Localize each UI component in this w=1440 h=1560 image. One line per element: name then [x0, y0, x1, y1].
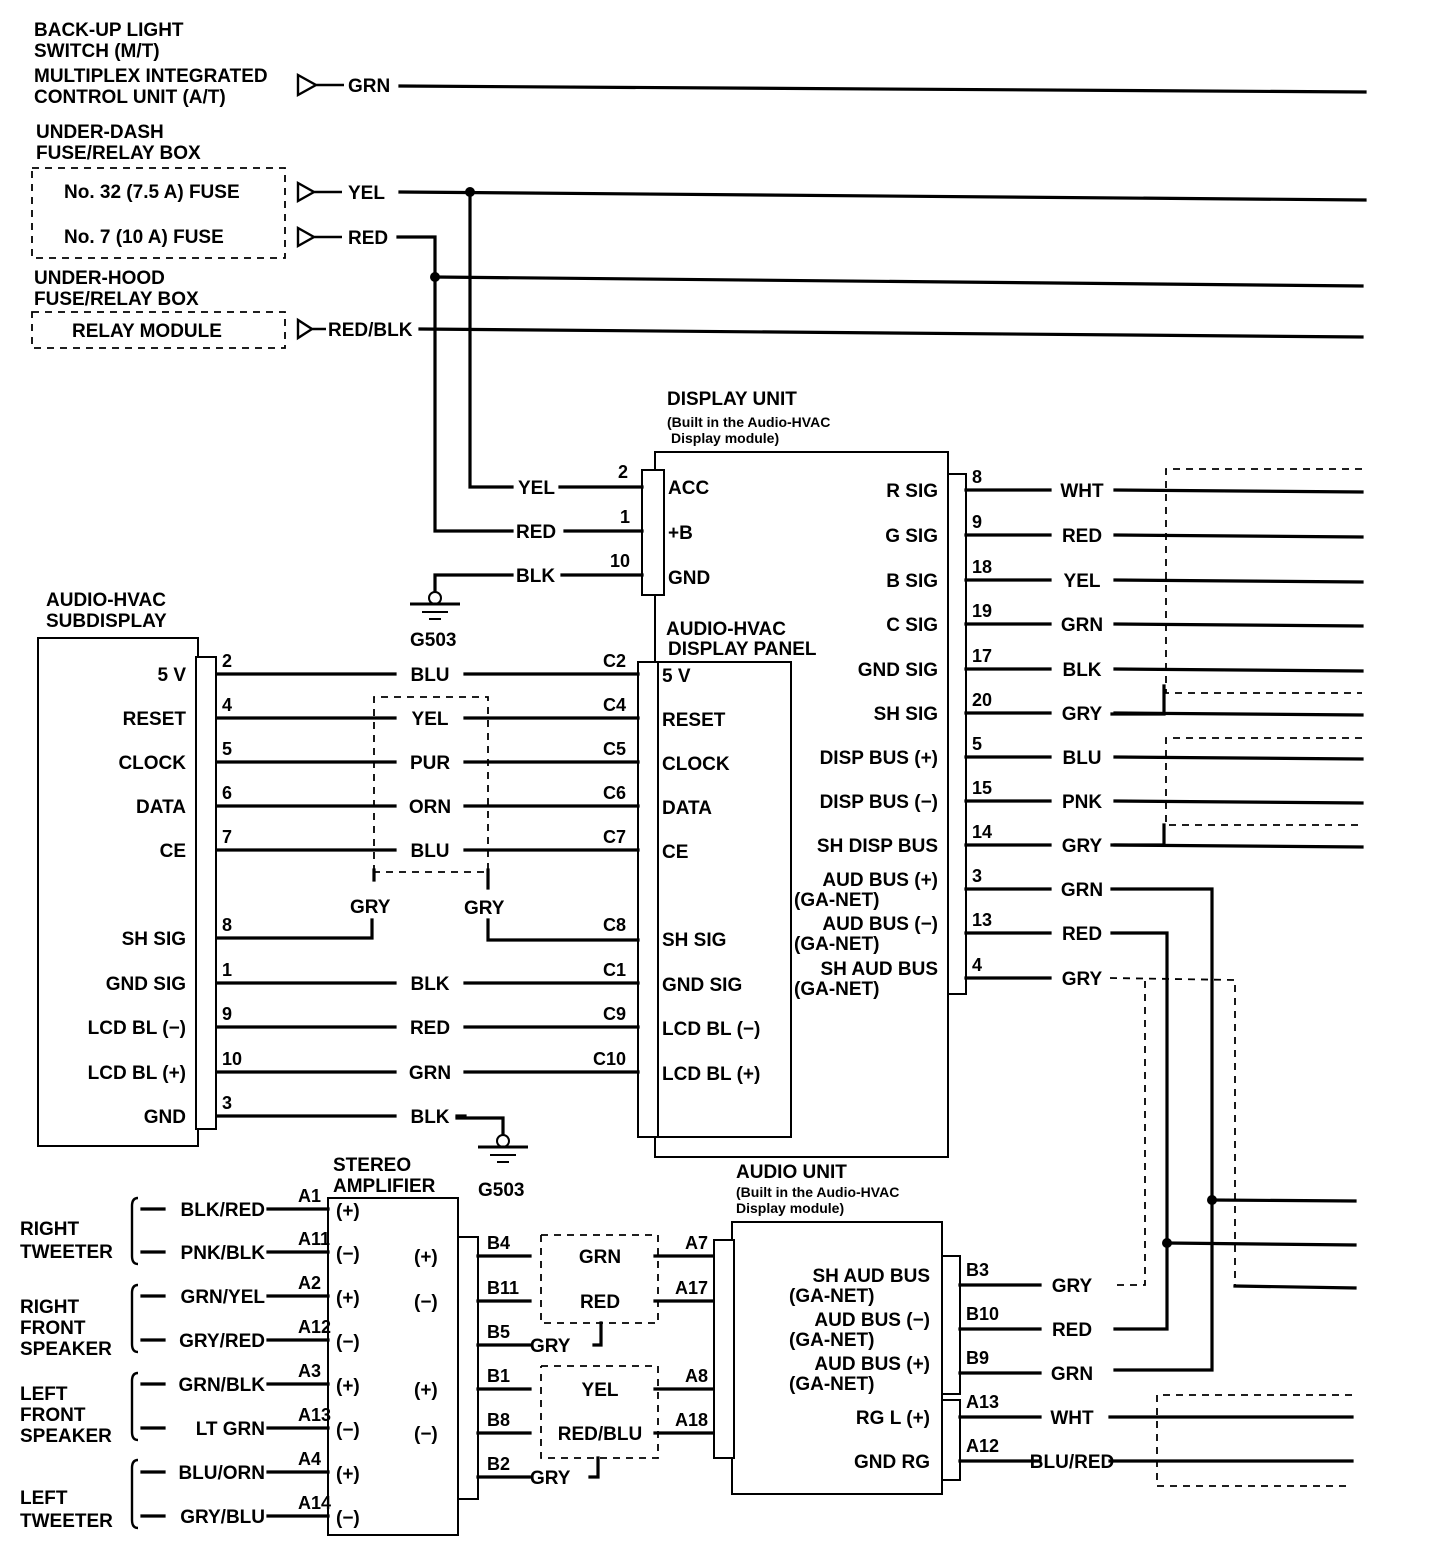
pin-label: DISP BUS (+) — [819, 748, 938, 769]
wire-label: BLU — [410, 841, 450, 862]
connector-arrow — [298, 320, 326, 338]
panel-pin-number: C4 — [602, 695, 626, 715]
pin-polarity: (−) — [336, 1332, 360, 1353]
pin-number: A2 — [298, 1273, 322, 1293]
fuse32-label: No. 32 (7.5 A) FUSE — [64, 182, 240, 203]
pin-polarity: (−) — [414, 1292, 438, 1313]
wire — [1115, 669, 1362, 671]
wire-label: RED — [1061, 924, 1103, 945]
wire-yel — [400, 192, 1365, 200]
speaker-group-label: FRONT — [20, 1318, 86, 1339]
wire — [1115, 757, 1362, 759]
bracket — [132, 1198, 138, 1264]
panel-pin-label: LCD BL (+) — [662, 1064, 761, 1085]
wire-label: BLK/RED — [180, 1200, 265, 1221]
speaker-groups — [20, 1198, 138, 1532]
ground-label: G503 — [478, 1180, 525, 1201]
pin-number: 10 — [610, 551, 631, 571]
pin-number: 5 — [222, 739, 233, 759]
pin-label-sub: (GA-NET) — [789, 1286, 875, 1307]
backup-switch-label-2: SWITCH (M/T) — [34, 41, 160, 62]
pin-number: B8 — [487, 1410, 511, 1430]
wire-label: RED — [1051, 1320, 1093, 1341]
panel-pin-label: 5 V — [662, 666, 691, 687]
pin-label-acc: ACC — [668, 478, 710, 499]
audio-unit-right-connector-2 — [942, 1400, 960, 1480]
pin-number: A13 — [298, 1405, 332, 1425]
wire — [1115, 801, 1362, 803]
pin-polarity: (+) — [414, 1247, 438, 1268]
pin-label: CE — [159, 841, 186, 862]
pin-number: 20 — [972, 690, 993, 710]
b-wire-label: RED — [516, 522, 557, 543]
speaker-group-label: LEFT — [20, 1384, 68, 1405]
display-unit-title: DISPLAY UNIT — [667, 389, 797, 410]
pin-label: DATA — [136, 797, 186, 818]
wire-label: WHT — [1060, 481, 1104, 502]
wire-label: GRN — [1050, 1364, 1094, 1385]
panel-pin-number: C5 — [602, 739, 626, 759]
pin-label: C SIG — [886, 615, 938, 636]
pin-label-sub: (GA-NET) — [794, 890, 880, 911]
amp-title-2: AMPLIFIER — [333, 1176, 436, 1197]
pin-label: SH AUD BUS — [812, 1266, 930, 1287]
wire-red — [398, 237, 435, 277]
pin-polarity: (+) — [336, 1201, 360, 1222]
wire-label: GRN — [1060, 615, 1104, 636]
pin-label: G SIG — [885, 526, 938, 547]
subdisplay — [38, 590, 817, 1201]
wire-label: BLU/RED — [1029, 1452, 1115, 1473]
pin-number: B1 — [487, 1366, 511, 1386]
pin-number: 3 — [972, 866, 983, 886]
pin-number: A1 — [298, 1186, 322, 1206]
pin-number: 4 — [972, 955, 983, 975]
pin-number: 2 — [222, 651, 233, 671]
pin-polarity: (−) — [414, 1424, 438, 1445]
wire-label: GRY — [1061, 836, 1103, 857]
wire-label: BLU — [1062, 748, 1102, 769]
panel-pin-label: RESET — [662, 710, 726, 731]
underdash-label-2: FUSE/RELAY BOX — [36, 143, 201, 164]
pin-label-b: +B — [668, 523, 693, 544]
speaker-group-label: LEFT — [20, 1488, 68, 1509]
pin-label: GND RG — [854, 1452, 930, 1473]
underhood-label-2: FUSE/RELAY BOX — [34, 289, 199, 310]
pin-number: 19 — [972, 601, 993, 621]
pin-number: 9 — [222, 1004, 233, 1024]
pin-number: A11 — [298, 1229, 331, 1249]
wire-label: GRN — [1060, 880, 1104, 901]
pin-label: GND SIG — [857, 660, 938, 681]
pin-number: 2 — [618, 462, 629, 482]
wire-label: RED/BLU — [557, 1424, 643, 1445]
speaker-group-label: TWEETER — [20, 1242, 113, 1263]
pin-number: B11 — [487, 1278, 520, 1298]
pin-number: A4 — [298, 1449, 322, 1469]
pin-number: A12 — [966, 1436, 1000, 1456]
panel-pin-number: C6 — [602, 783, 626, 803]
pin-label: RG L (+) — [855, 1408, 930, 1429]
wire-label: GRN — [408, 1063, 452, 1084]
panel-pin-label: DATA — [662, 798, 712, 819]
wire-label: ORN — [408, 797, 452, 818]
speaker-group-label: SPEAKER — [20, 1426, 112, 1447]
pin-label-gnd: GND — [668, 568, 711, 589]
audio-pin-number: A17 — [674, 1278, 708, 1298]
wire-yel-drop — [470, 192, 512, 487]
audio-pin-number: A7 — [684, 1233, 708, 1253]
pin-number: 13 — [972, 910, 993, 930]
pin-number: 18 — [972, 557, 993, 577]
connector-arrow — [298, 75, 344, 95]
shield-line — [1110, 978, 1235, 1287]
splice-dot — [1207, 1195, 1217, 1205]
panel-pin-number: C7 — [602, 827, 626, 847]
pin-label: GND SIG — [105, 974, 186, 995]
wire-label: RED — [409, 1018, 451, 1039]
wire — [1115, 624, 1362, 626]
subdisplay-title-1: AUDIO-HVAC — [46, 590, 166, 611]
pin-label: CLOCK — [118, 753, 186, 774]
audio-unit-title: AUDIO UNIT — [736, 1162, 847, 1183]
display-unit-right-connector — [948, 474, 966, 994]
aud-bus-plus-wire — [1112, 889, 1212, 1370]
pin-label: 5 V — [157, 665, 186, 686]
audio-unit-right-connector-1 — [942, 1256, 960, 1394]
bracket — [132, 1460, 138, 1528]
grn-wire-label: GRN — [348, 76, 391, 97]
display-unit — [410, 389, 1362, 1157]
wire-label: PUR — [409, 753, 451, 774]
wire-label: YEL — [581, 1380, 619, 1401]
pin-polarity: (+) — [336, 1288, 360, 1309]
pin-label: SH AUD BUS — [820, 959, 938, 980]
wire-label: PNK/BLK — [180, 1243, 265, 1264]
gry-right-label: GRY — [464, 898, 505, 919]
panel-pin-label: GND SIG — [662, 975, 743, 996]
ground-symbol — [478, 1135, 528, 1162]
wire-label: YEL — [411, 709, 449, 730]
panel-pin-number: C9 — [602, 1004, 626, 1024]
pin-label: AUD BUS (+) — [822, 870, 938, 891]
underhood-label-1: UNDER-HOOD — [34, 268, 165, 289]
pin-label-sub: (GA-NET) — [794, 979, 880, 1000]
audio-unit-subtitle-2: Display module) — [736, 1200, 845, 1216]
splice-dot — [1162, 1238, 1172, 1248]
pin-label: R SIG — [886, 481, 938, 502]
display-unit-subtitle-1: (Built in the Audio-HVAC — [667, 414, 831, 430]
pin-number: A12 — [298, 1317, 332, 1337]
pin-number: B4 — [487, 1233, 511, 1253]
pin-label: AUD BUS (−) — [822, 914, 938, 935]
bus-out-wire — [1167, 1243, 1355, 1245]
pin-label: AUD BUS (−) — [814, 1310, 930, 1331]
wire-label: WHT — [1050, 1408, 1094, 1429]
pin-number: 1 — [620, 507, 631, 527]
bracket — [132, 1285, 138, 1352]
panel-pin-number: C8 — [602, 915, 626, 935]
audio-pin-number: A18 — [674, 1410, 708, 1430]
wire-label: GRY — [1061, 704, 1103, 725]
pin-label: SH SIG — [121, 929, 186, 950]
pin-label-sub: (GA-NET) — [789, 1374, 875, 1395]
speaker-group-label: RIGHT — [20, 1297, 80, 1318]
wire-label: GRY — [530, 1336, 571, 1357]
wire — [1115, 580, 1362, 582]
wire-label: GRY/BLU — [180, 1507, 265, 1528]
wire-label: GRN/BLK — [178, 1375, 265, 1396]
wire — [1115, 535, 1362, 537]
wire-sh-sig-left — [217, 920, 372, 938]
gnd-wire — [457, 1118, 503, 1134]
pin-polarity: (−) — [336, 1244, 360, 1265]
gnd-wire — [435, 575, 512, 601]
shield-drain — [590, 1458, 598, 1477]
pin-number: 14 — [972, 822, 993, 842]
pin-number: B10 — [966, 1304, 1000, 1324]
speaker-group-label: RIGHT — [20, 1219, 80, 1240]
ground-symbol — [410, 592, 460, 619]
subdisplay-title-2: SUBDISPLAY — [46, 611, 167, 632]
wire-label: BLK — [410, 974, 450, 995]
wire-label: BLK — [1062, 660, 1102, 681]
wire-label: BLU/ORN — [178, 1463, 265, 1484]
stereo-amplifier — [20, 1155, 764, 1535]
pin-label: DISP BUS (−) — [819, 792, 938, 813]
pin-number: B3 — [966, 1260, 990, 1280]
pin-number: A14 — [298, 1493, 332, 1513]
shield-line — [1166, 738, 1362, 825]
pin-polarity: (+) — [414, 1380, 438, 1401]
backup-switch-label-1: BACK-UP LIGHT — [34, 20, 184, 41]
pin-number: 15 — [972, 778, 993, 798]
pin-label: RESET — [122, 709, 186, 730]
relay-module-label: RELAY MODULE — [72, 321, 222, 342]
wire-label: GRN — [578, 1247, 622, 1268]
pin-polarity: (−) — [336, 1508, 360, 1529]
pin-number: 1 — [222, 960, 233, 980]
wire-label: YEL — [1063, 571, 1101, 592]
speaker-group-label: SPEAKER — [20, 1339, 112, 1360]
panel-title-2: DISPLAY PANEL — [668, 639, 817, 660]
panel-pin-label: CE — [662, 842, 689, 863]
panel-title-1: AUDIO-HVAC — [666, 619, 786, 640]
panel-pin-number: C10 — [592, 1049, 626, 1069]
pin-number: A3 — [298, 1361, 322, 1381]
display-unit-left-connector — [642, 470, 664, 595]
gnd-wire-label: BLK — [516, 566, 556, 587]
audio-pin-number: A8 — [684, 1366, 708, 1386]
multiplex-label-1: MULTIPLEX INTEGRATED — [34, 66, 268, 87]
amp-output-connector — [458, 1237, 478, 1499]
shield-line — [1115, 981, 1145, 1285]
wire-label: BLK — [410, 1107, 450, 1128]
pin-label: GND — [143, 1107, 186, 1128]
wire-label: GRY/RED — [179, 1331, 265, 1352]
pin-number: 17 — [972, 646, 993, 666]
red-wire-label: RED — [348, 228, 389, 249]
shield-drain-wire — [1112, 825, 1164, 845]
panel-pin-number: C2 — [602, 651, 626, 671]
pin-number: A13 — [966, 1392, 1000, 1412]
pin-number: 4 — [222, 695, 233, 715]
pin-polarity: (+) — [336, 1464, 360, 1485]
underdash-label-1: UNDER-DASH — [36, 122, 164, 143]
shield-drain — [594, 1323, 601, 1345]
audio-unit-left-connector — [714, 1240, 734, 1458]
pin-number: 8 — [972, 467, 983, 487]
wire-label: GRY — [1051, 1276, 1093, 1297]
shield-line — [1157, 1395, 1352, 1486]
pin-number: 8 — [222, 915, 233, 935]
pin-number: 5 — [972, 734, 983, 754]
connector-arrow — [298, 228, 342, 246]
subdisplay-connector — [196, 657, 216, 1129]
panel-pin-label: SH SIG — [662, 930, 727, 951]
pin-number: 10 — [222, 1049, 243, 1069]
gry-left-label: GRY — [350, 897, 391, 918]
connector-arrow — [298, 183, 342, 201]
panel-pin-label: LCD BL (−) — [662, 1019, 761, 1040]
multiplex-label-2: CONTROL UNIT (A/T) — [34, 87, 226, 108]
bus-out-wire — [1212, 1200, 1355, 1201]
pin-number: B5 — [487, 1322, 511, 1342]
aud-bus-minus-wire — [1112, 933, 1167, 1329]
pin-label: SH DISP BUS — [816, 836, 938, 857]
pin-number: 9 — [972, 512, 983, 532]
pin-polarity: (+) — [336, 1376, 360, 1397]
pin-number: B9 — [966, 1348, 990, 1368]
redblk-wire-label: RED/BLK — [328, 320, 413, 341]
acc-wire-label: YEL — [518, 478, 555, 499]
audio-unit — [714, 1162, 1352, 1494]
panel-pin-number: C1 — [602, 960, 626, 980]
bus-out-wire — [1235, 1286, 1355, 1288]
pin-number: 3 — [222, 1093, 233, 1113]
pin-label: AUD BUS (+) — [814, 1354, 930, 1375]
bracket — [132, 1373, 138, 1440]
amp-title-1: STEREO — [333, 1155, 412, 1176]
yel-wire-label: YEL — [348, 183, 385, 204]
pin-number: 6 — [222, 783, 233, 803]
display-unit-subtitle-2: Display module) — [671, 430, 780, 446]
pin-label: SH SIG — [873, 704, 938, 725]
pin-label: LCD BL (+) — [87, 1063, 186, 1084]
shield-drain-wire — [1112, 686, 1164, 714]
wire-label: PNK — [1061, 792, 1103, 813]
pin-label-sub: (GA-NET) — [789, 1330, 875, 1351]
panel-pin-label: CLOCK — [662, 754, 730, 775]
pin-label-sub: (GA-NET) — [794, 934, 880, 955]
wire-label: GRY — [530, 1468, 571, 1489]
ground-label: G503 — [410, 630, 457, 651]
wire-red-bus — [435, 277, 1362, 286]
pin-number: B2 — [487, 1454, 511, 1474]
wire-label: GRY — [1061, 969, 1103, 990]
wire-label: GRN/YEL — [180, 1287, 265, 1308]
audio-unit-subtitle-1: (Built in the Audio-HVAC — [736, 1184, 900, 1200]
wire-redblk — [420, 329, 1362, 337]
speaker-group-label: FRONT — [20, 1405, 86, 1426]
wire-red-drop — [435, 277, 512, 531]
pin-label: B SIG — [886, 571, 938, 592]
ga-net-bus — [1110, 889, 1355, 1370]
fuse7-label: No. 7 (10 A) FUSE — [64, 227, 224, 248]
speaker-group-label: TWEETER — [20, 1511, 113, 1532]
wire — [1115, 490, 1362, 492]
pin-polarity: (−) — [336, 1420, 360, 1441]
wire-grn — [400, 86, 1365, 92]
wire-label: BLU — [410, 665, 450, 686]
wire-label: LT GRN — [195, 1419, 265, 1440]
pin-label: LCD BL (−) — [87, 1018, 186, 1039]
pin-number: 7 — [222, 827, 233, 847]
wire-label: RED — [579, 1292, 621, 1313]
wire-label: RED — [1061, 526, 1103, 547]
panel-connector — [638, 662, 658, 1137]
